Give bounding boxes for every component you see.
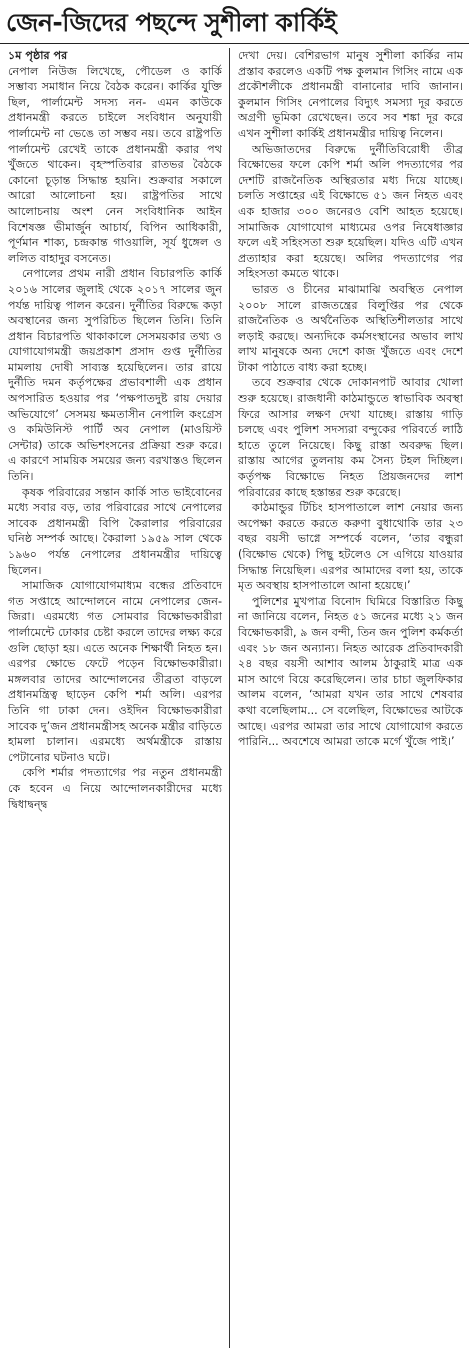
article-paragraph: পুলিশের মুখপাত্র বিনোদ ঘিমিরে বিস্তারিত কিছু না জানিয়ে বলেন, নিহত ৫১ জনের মধ্যে ২১ জন বিক্ষোভকারী, ৯ জন বন্দী, তিন জন পুলিশ কর্মকর্তা এবং ১৮ জন অন্যান্য। নিহত আরেক প্রতিবাদকারী ২৪ বছর বয়সী আশাব আলম ঠাকুরাই মাত্র এক মাস আগে বিয়ে করেছিলেন। তার চাচা জুলফিকার আলম বলেন, ‘আমরা যখন তার সাথে শেষবার কথা বলেছিলাম... সে বলেছিল, বিক্ষোভের আটকে আছে। এরপর আমরা তার সাথে যোগাযোগ করতে পারিনি... অবশেষে আমরা তাকে মর্গে খুঁজে পাই।’ bbox=[238, 594, 463, 749]
article-paragraph: দেখা দেয়। বেশিরভাগ মানুষ সুশীলা কার্কির নাম প্রস্তাব করলেও একটি পক্ষ কুলমান গিসিং নামে এক প্রকৌশলীকে প্রধানমন্ত্রী বানানোর দাবি জানান। কুলমান গিসিং নেপালের বিদ্যুৎ সমস্যা দূর করতে অগ্রণী ভূমিকা রেখেছেন। তবে সব শঙ্কা দূর করে এখন সুশীলা কার্কিই প্রধানমন্ত্রীর দায়িত্ব নিলেন। bbox=[238, 49, 463, 140]
article-paragraph: কৃষক পরিবারের সন্তান কার্কি সাত ভাইবোনের মধ্যে সবার বড়, তার পরিবারের সাথে নেপালের সাবেক প্রধানমন্ত্রী বিপি কৈরালার পরিবারের ঘনিষ্ঠ সম্পর্ক আছে। কৈরালা ১৯৫৯ সাল থেকে ১৯৬০ পর্যন্ত নেপালের প্রধানমন্ত্রীর দায়িত্বে ছিলেন। bbox=[8, 485, 222, 577]
left-column bbox=[8, 48, 230, 1348]
article-paragraph: কেপি শর্মার পদত্যাগের পর নতুন প্রধানমন্ত্রী কে হবেন এ নিয়ে আন্দোলনকারীদের মধ্যে দ্বিধাদ্বন্দ্ব bbox=[8, 766, 222, 811]
article-paragraph: কাঠমান্ডুর টিচিং হাসপাতালে লাশ নেয়ার জন্য অপেক্ষা করতে করতে করুণা বুধাথোকি তার ২৩ বছর বয়সী ভাগ্নে সম্পর্কে বলেন, ‘তার বন্ধুরা (বিক্ষোভ থেকে) পিছু হটলেও সে এগিয়ে যাওয়ার সিদ্ধান্ত নিয়েছিল। এরপর আমাদের বলা হয়, তাকে মৃত অবস্থায় হাসপাতালে আনা হয়েছে।’ bbox=[238, 501, 463, 593]
right-column bbox=[230, 48, 463, 1348]
jump-line: ১ম পৃষ্ঠার পর bbox=[8, 49, 68, 62]
article-paragraph: সামাজিক যোগাযোগমাধ্যম বন্ধের প্রতিবাদে গত সপ্তাহে আন্দোলনে নামে নেপালের জেন-জিরা। এরমধ্যে গত সোমবার বিক্ষোভকারীরা পার্লামেন্টে ঢোকার চেষ্টা করলে তাদের লক্ষ্য করে গুলি ছোড়া হয়। এতে অনেক শিক্ষার্থী নিহত হন। এরপর ক্ষোভে ফেটে পড়েন বিক্ষোভকারীরা। মঙ্গলবার তাদের আন্দোলনের তীব্রতা বাড়লে প্রধানমন্ত্রিত্ব ছাড়েন কেপি শর্মা অলি। এরপর তিনি গা ঢাকা দেন। ওইদিন বিক্ষোভকারীরা সাবেক দু’জন প্রধানমন্ত্রীসহ অনেক মন্ত্রীর বাড়িতে হামলা চালান। এরমধ্যে অর্থমন্ত্রীকে রাস্তায় পেটানোর ঘটনাও ঘটে। bbox=[8, 579, 222, 764]
article-columns bbox=[8, 48, 463, 1348]
article-paragraph: নেপাল নিউজ লিখেছে, পৌডেল ও কার্কি সম্ভাব্য সমাধান নিয়ে বৈঠক করেন। কার্কির যুক্তি ছিল, পার্লামেন্ট সদস্য নন- এমন কাউকে প্রধানমন্ত্রী করতে চাইলে সংবিধান অনুযায়ী পার্লামেন্ট না ভেঙে তা সম্ভব নয়। তবে রাষ্ট্রপতি পার্লামেন্ট রেখেই তাকে প্রধানমন্ত্রী করার পথ খুঁজতে থাকেন। বৃহস্পতিবার রাতভর বৈঠকে কোনো চূড়ান্ত সিদ্ধান্ত হয়নি। শুক্রবার সকালে আরো আলোচনা হয়। রাষ্ট্রপতির সাথে আলোচনায় অংশ নেন সংবিধানিক আইন বিশেষজ্ঞ ভীমার্জুন আচার্য, বিপিন আধিকারী, পূর্ণমান শাক্য, চন্দ্রকান্ত গাওয়ালি, সূর্য ধুঙ্গেল ও ললিত বাহাদুর বসনেত। bbox=[8, 64, 222, 265]
article-paragraph: তবে শুক্রবার থেকে দোকানপাট আবার খোলা শুরু হয়েছে। রাজধানী কাঠমান্ডুতে স্বাভাবিক অবস্থা ফিরে আসার লক্ষণ দেখা যাচ্ছে। রাস্তায় গাড়ি চলছে এবং পুলিশ সদস্যরা বন্দুকের পরিবর্তে লাঠি হাতে তুলে নিয়েছে। কিছু রাস্তা অবরুদ্ধ ছিল। রাস্তায় আগের তুলনায় কম সৈন্য টহল দিচ্ছিল। কর্তৃপক্ষ বিক্ষোভে নিহত প্রিয়জনদের লাশ পরিবারের কাছে হস্তান্তর শুরু করেছে। bbox=[238, 376, 463, 499]
article-paragraph: অভিজাতদের বিরুদ্ধে দুর্নীতিবিরোধী তীব্র বিক্ষোভের ফলে কেপি শর্মা অলি পদত্যাগের পর দেশটি রাজনৈতিক অস্থিরতার মধ্য দিয়ে যাচ্ছে। চলতি সপ্তাহের এই বিক্ষোভে ৫১ জন নিহত এবং এক হাজার ৩০০ জনেরও বেশি আহত হয়েছে। সামাজিক যোগাযোগ মাধ্যমের ওপর নিষেধাজ্ঞার ফলে এই সহিংসতা শুরু হয়েছিল। যদিও এটি এখন প্রত্যাহার করা হয়েছে। অলির পদত্যাগের পর সহিংসতা কমতে থাকে। bbox=[238, 142, 463, 281]
article-paragraph: নেপালের প্রথম নারী প্রধান বিচারপতি কার্কি ২০১৬ সালের জুলাই থেকে ২০১৭ সালের জুন পর্যন্ত দায়িত্ব পালন করেন। দুর্নীতির বিরুদ্ধে কড়া অবস্থানের জন্য সুপরিচিত ছিলেন তিনি। তিনি প্রধান বিচারপতি থাকাকালে সেসময়কার তথ্য ও যোগাযোগমন্ত্রী জয়প্রকাশ প্রসাদ গুপ্ত দুর্নীতির মামলায় দোষী সাব্যস্ত হয়েছিলেন। তার রায়ে দুর্নীতি দমন কর্তৃপক্ষের প্রভাবশালী এক প্রধান অপসারিত হওয়ার পর ‘পক্ষপাতদুষ্ট রায় দেয়ার অভিযোগে’ সেসময় ক্ষমতাসীন নেপালি কংগ্রেস ও কমিউনিস্ট পার্টি অব নেপাল (মাওয়িস্ট সেন্টার) তাকে অভিশংসনের প্রক্রিয়া শুরু করে। এ কারণে সাময়িক সময়ের জন্য বরখাস্তও ছিলেন তিনি। bbox=[8, 267, 222, 484]
headline: জেন-জিদের পছন্দে সুশীলা কার্কিই bbox=[0, 0, 469, 44]
article-paragraph: ভারত ও চীনের মাঝামাঝি অবস্থিত নেপাল ২০০৮ সালে রাজতন্ত্রের বিলুপ্তির পর থেকে রাজনৈতিক ও অর্থনৈতিক অস্থিতিশীলতার সাথে লড়াই করছে। অন্যদিকে কর্মসংস্থানের অভাব লাখ লাখ মানুষকে অন্য দেশে কাজ খুঁজতে এবং দেশে টাকা পাঠাতে বাধ্য করা হচ্ছে। bbox=[238, 282, 463, 374]
